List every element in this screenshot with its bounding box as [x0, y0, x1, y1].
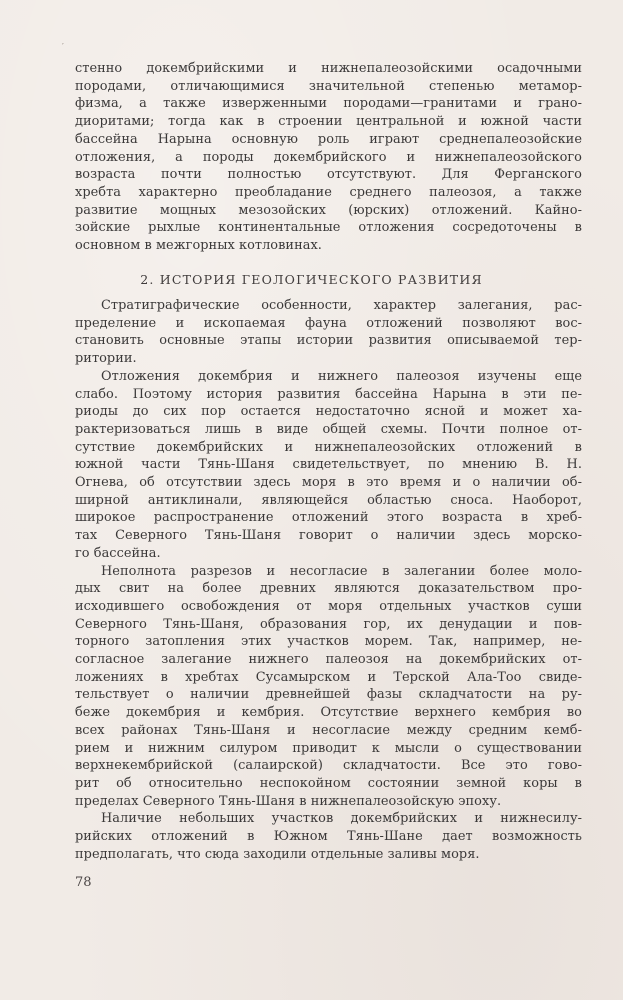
text-line: сутствие докембрийских и нижнепалеозойских отложений в	[75, 439, 582, 455]
text-line: отложения, а породы докембрийского и нижнепалеозойского	[75, 149, 582, 165]
text-line: дых свит на более древних являются доказательством про-	[75, 581, 582, 597]
text-line: рием и нижним силуром приводит к мысли о существовании	[75, 740, 582, 756]
text-line: риоды до сих пор остается недостаточно ясной и может ха-	[75, 404, 582, 420]
text-line: ложениях в хребтах Сусамырском и Терской Ала-Тоо свиде-	[75, 669, 582, 685]
paragraph	[75, 563, 582, 811]
intro-text	[75, 60, 582, 255]
text-line: хребта характерно преобладание среднего палеозоя, а также	[75, 184, 582, 200]
text-line: возраста почти полностью отсутствуют. Для Ферганского	[75, 167, 582, 183]
text-line: зойские рыхлые континентальные отложения сосредоточены в	[75, 220, 582, 236]
paper-mark: ′	[62, 42, 64, 51]
text-line: Северного Тянь-Шаня, образования гор, их денудации и пов-	[75, 616, 582, 632]
text-line: пределение и ископаемая фауна отложений позволяют вос-	[75, 315, 582, 331]
text-line: предполагать, что сюда заходили отдельные заливы моря.	[75, 846, 480, 862]
page-number: 78	[75, 875, 92, 890]
paragraph	[75, 810, 582, 863]
text-line: Отложения докембрия и нижнего палеозоя изучены еще	[101, 368, 582, 384]
text-line: пределах Северного Тянь-Шаня в нижнепалеозойскую эпоху.	[75, 793, 502, 809]
section-heading: 2. ИСТОРИЯ ГЕОЛОГИЧЕСКОГО РАЗВИТИЯ	[140, 272, 483, 287]
text-line: становить основные этапы истории развития описываемой тер-	[75, 333, 582, 349]
text-line: рийских отложений в Южном Тянь-Шане дает возможность	[75, 829, 582, 845]
text-line: южной части Тянь-Шаня свидетельствует, по мнению В. Н.	[75, 457, 582, 473]
paragraph	[75, 368, 582, 563]
text-line: ритории.	[75, 351, 137, 367]
text-line: го бассейна.	[75, 545, 161, 561]
text-line: исходившего освобождения от моря отдельных участков суши	[75, 598, 582, 614]
text-line: диоритами; тогда как в строении центральной и южной части	[75, 114, 582, 130]
text-line: Наличие небольших участков докембрийских и нижнесилу-	[101, 811, 582, 827]
paragraph	[75, 297, 582, 368]
text-line: ширной антиклинали, являющейся областью сноса. Наоборот,	[75, 492, 582, 508]
text-line: беже докембрия и кембрия. Отсутствие верхнего кембрия во	[75, 705, 582, 721]
text-line: бассейна Нарына основную роль играют среднепалеозойские	[75, 131, 582, 147]
text-line: Стратиграфические особенности, характер залегания, рас-	[101, 298, 582, 313]
text-line: Огнева, об отсутствии здесь моря в это время и о наличии об-	[75, 475, 582, 491]
text-line: породами, отличающимися значительной степенью метамор-	[75, 78, 582, 94]
text-line: верхнекембрийской (салаирской) складчатости. Все это гово-	[75, 758, 582, 774]
text-line: Неполнота разрезов и несогласие в залегании более моло-	[101, 563, 582, 579]
text-line: слабо. Поэтому история развития бассейна Нарына в эти пе-	[75, 386, 582, 402]
text-line: тах Северного Тянь-Шаня говорит о наличии здесь морско-	[75, 528, 582, 544]
text-line: всех районах Тянь-Шаня и несогласие между средним кемб-	[75, 722, 582, 738]
text-line: торного затопления этих участков морем. Так, например, не-	[75, 634, 582, 650]
text-line: согласное залегание нижнего палеозоя на докембрийских от-	[75, 652, 582, 668]
text-line: развитие мощных мезозойских (юрских) отложений. Кайно-	[75, 202, 582, 218]
body-text	[75, 297, 582, 864]
text-line: стенно докембрийскими и нижнепалеозойскими осадочными	[75, 61, 582, 76]
text-line: тельствует о наличии древнейшей фазы складчатости на ру-	[75, 687, 582, 703]
text-line: физма, а также изверженными породами—гранитами и грано-	[75, 96, 582, 112]
text-line: рактеризоваться лишь в виде общей схемы. Почти полное от-	[75, 421, 582, 437]
text-line: основном в межгорных котловинах.	[75, 238, 322, 254]
text-line: широкое распространение отложений этого возраста в хреб-	[75, 510, 582, 526]
text-line: рит об относительно неспокойном состоянии земной коры в	[75, 775, 582, 791]
